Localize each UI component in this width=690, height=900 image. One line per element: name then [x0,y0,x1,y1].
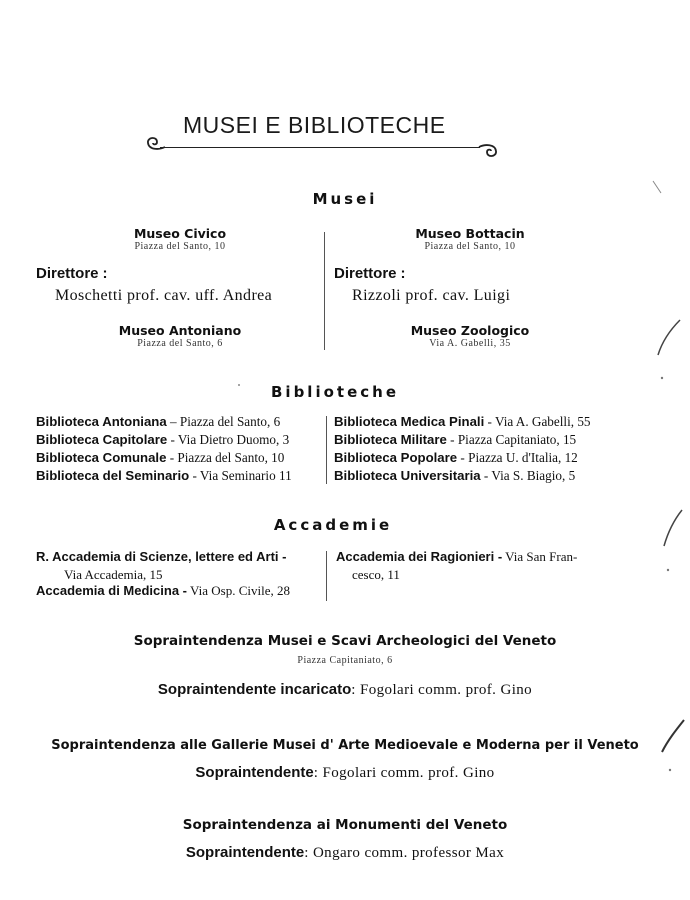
role-label: Sopraintendente [195,764,314,781]
library-place: – Piazza del Santo, 6 [166,414,281,429]
museum-zoologico [335,323,605,349]
director-name-right: Rizzoli prof. cav. Luigi [352,287,511,304]
director-label: Direttore [334,265,397,282]
museum-antoniano [40,323,320,349]
academy-ragionieri [336,549,577,565]
library-place: - Via Seminario 11 [189,468,292,483]
director-left [36,265,326,283]
role-sep: : [313,765,323,781]
scan-dot [238,384,240,386]
library-place: - Piazza del Santo, 10 [166,450,285,465]
scan-speck [645,175,675,205]
academy-place: Via San Fran- [502,549,578,564]
library-row [36,414,280,430]
column-divider [326,416,327,484]
role-label: Sopraintendente incaricato [157,681,352,698]
section-heading-biblioteche: Biblioteche [271,383,399,401]
library-name: Biblioteca Medica Pinali [334,414,485,429]
museum-address: Via A. Gabelli, 35 [429,338,511,349]
library-place: - Via A. Gabelli, 55 [484,414,591,429]
library-row [334,468,575,484]
academy-scienze [36,549,286,565]
library-name: Biblioteca Comunale [36,450,167,465]
section-heading-accademie: Accademie [273,516,393,534]
library-name: Biblioteca Capitolare [36,432,168,447]
museum-name: Museo Civico [133,226,227,241]
soprintendenza-title: Sopraintendenza ai Monumenti del Veneto [182,817,508,833]
academy-place: Via Osp. Civile, 28 [187,583,290,598]
academy-name: Accademia dei Ragionieri - [336,549,503,564]
column-divider [324,232,325,350]
academy-scienze-place: Via Accademia, 15 [64,567,163,582]
soprintendenza-address: Piazza Capitaniato, 6 [297,655,393,666]
role-sep: : [304,845,313,861]
library-name: Biblioteca Antoniana [36,414,167,429]
library-row [36,432,289,448]
title-rule [160,147,480,148]
director-label: Direttore [36,265,99,282]
library-place: - Piazza Capitaniato, 15 [446,432,577,447]
section-heading-musei: Musei [312,190,378,208]
swirl-right-ornament [477,142,499,162]
academy-ragionieri-place: cesco, 11 [352,567,400,582]
library-place: - Via Dietro Duomo, 3 [167,432,290,447]
person-name: Ongaro comm. professor Max [312,845,505,861]
academy-name: Accademia di Medicina - [36,583,187,598]
director-sep: : [102,265,108,282]
soprintendenza-title: Sopraintendenza Musei e Scavi Archeologici del Veneto [133,633,557,649]
museum-civico [40,226,320,252]
library-name: Biblioteca Popolare [334,450,458,465]
page-title: MUSEI E BIBLIOTECHE [183,112,446,138]
museum-address: Piazza del Santo, 6 [137,338,223,349]
museum-bottacin [335,226,605,252]
library-row [36,450,284,466]
director-name-left: Moschetti prof. cav. uff. Andrea [55,287,273,304]
museum-address: Piazza del Santo, 10 [134,241,226,252]
library-row [36,468,292,484]
library-place: - Piazza U. d'Italia, 12 [457,450,578,465]
person-name: Fogolari comm. prof. Gino [360,682,533,698]
academy-name: R. Accademia di Scienze, lettere ed Arti - [36,549,287,564]
swirl-left-ornament [145,128,167,152]
library-place: - Via S. Biagio, 5 [480,468,576,483]
library-row [334,414,591,430]
library-name: Biblioteca Militare [334,432,447,447]
director-sep: : [400,265,406,282]
library-name: Biblioteca del Seminario [36,468,190,483]
museum-name: Museo Zoologico [410,323,530,338]
museum-name: Museo Antoniano [118,323,242,338]
title-block [145,110,495,160]
library-row [334,450,578,466]
soprintendente-line [0,844,690,862]
director-right [334,265,534,283]
column-divider [326,551,327,601]
person-name: Fogolari comm. prof. Gino [322,765,495,781]
role-sep: : [351,682,360,698]
role-label: Sopraintendente [185,844,305,861]
museum-name: Museo Bottacin [415,226,525,241]
library-name: Biblioteca Universitaria [334,468,481,483]
museum-address: Piazza del Santo, 10 [424,241,516,252]
soprintendente-line [0,764,690,782]
scan-marks [640,300,690,780]
soprintendente-line [0,681,690,699]
soprintendenza-title: Sopraintendenza alle Gallerie Musei d' Arte Medioevale e Moderna per il Veneto [51,738,639,753]
academy-medicina [36,583,290,599]
library-row [334,432,576,448]
